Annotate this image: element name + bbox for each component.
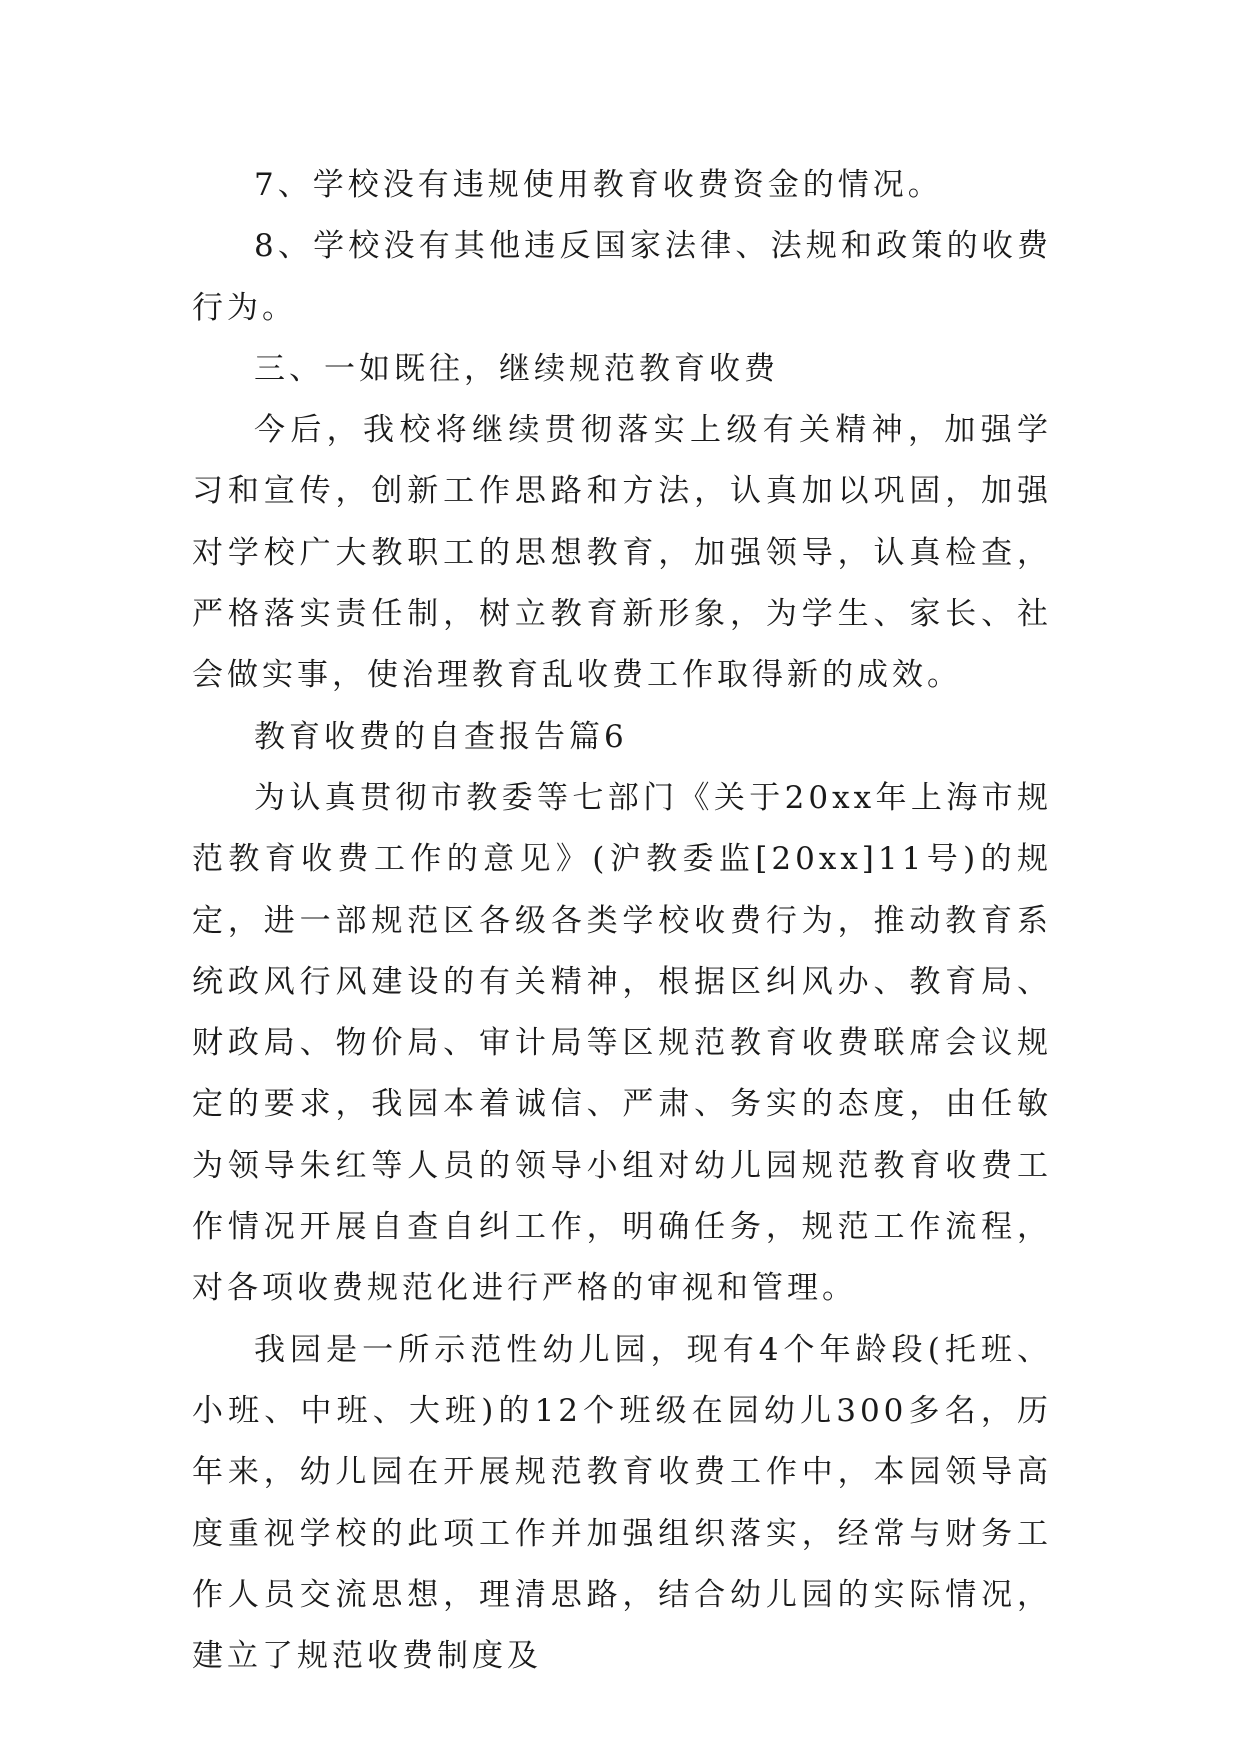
- paragraph-report-intro: 为认真贯彻市教委等七部门《关于20xx年上海市规范教育收费工作的意见》(沪教委监[20xx]11号)的规定，进一部规范区各级各类学校收费行为，推动教育系统政风行风建设的有关精神，根据区纠风办、教育局、财政局、物价局、审计局等区规范教育收费联席会议规定的要求，我园本着诚信、严肃、务实的态度，由任敏为领导朱红等人员的领导小组对幼儿园规范教育收费工作情况开展自查自纠工作，明确任务，规范工作流程，对各项收费规范化进行严格的审视和管理。: [192, 779, 1052, 1307]
- paragraph-item-8: 8、学校没有其他违反国家法律、法规和政策的收费行为。: [192, 228, 1052, 326]
- document-body: [192, 155, 1052, 1687]
- paragraph-item-7: 7、学校没有违规使用教育收费资金的情况。: [254, 167, 943, 203]
- report-title-6: 教育收费的自查报告篇6: [254, 718, 628, 755]
- paragraph-kindergarten-overview: 我园是一所示范性幼儿园，现有4个年龄段(托班、小班、中班、大班)的12个班级在园幼儿300多名，历年来，幼儿园在开展规范教育收费工作中，本园领导高度重视学校的此项工作并加强组织落实，经常与财务工作人员交流思想，理清思路，结合幼儿园的实际情况，建立了规范收费制度及: [192, 1331, 1052, 1675]
- section-heading-three: 三、一如既往，继续规范教育收费: [254, 350, 779, 387]
- paragraph-future-plans: 今后，我校将继续贯彻落实上级有关精神，加强学习和宣传，创新工作思路和方法，认真加以巩固，加强对学校广大教职工的思想教育，加强领导，认真检查，严格落实责任制，树立教育新形象，为学生、家长、社会做实事，使治理教育乱收费工作取得新的成效。: [192, 412, 1052, 694]
